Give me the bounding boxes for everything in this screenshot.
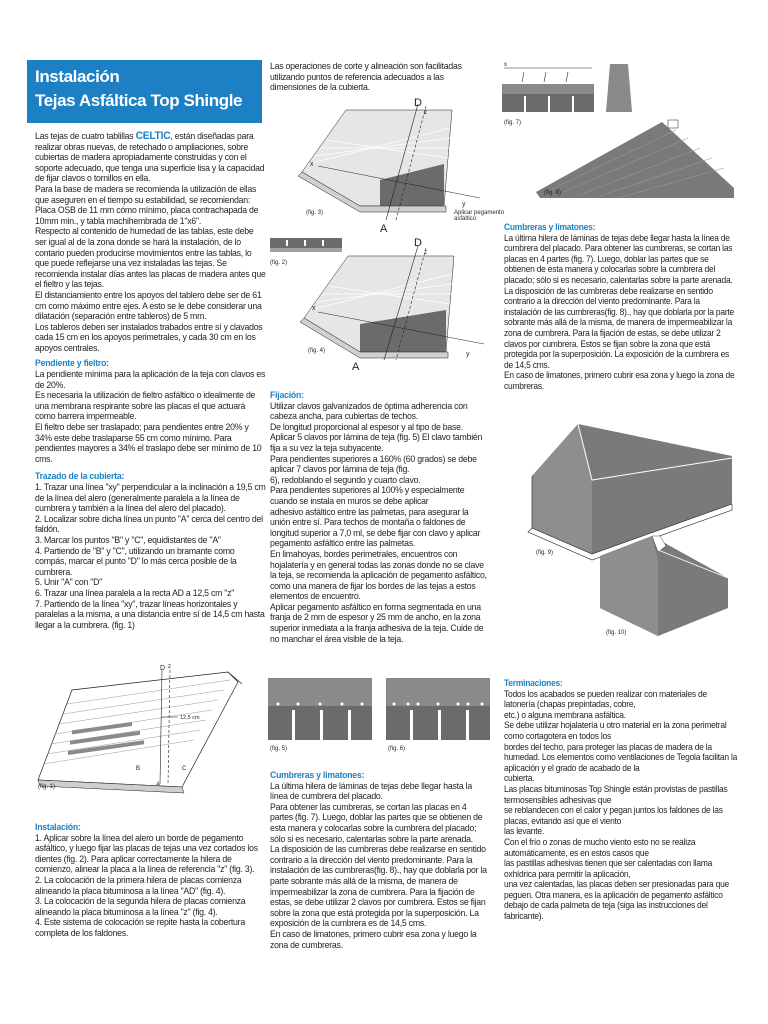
- figure-7-point-x: x: [504, 62, 507, 68]
- figure-3-point-z: z: [424, 110, 427, 116]
- intro-paragraph: Las tejas de cuatro tablillas CELTIC, están diseñadas para realizar obras nuevas, de retechado o ampliaciones, sobre cubiertas de madera apropiadamente construidas y con el soporte adecuado, que tenga una superficie lisa y la capacidad de fijar clavos o tornillos en ella.: [35, 130, 265, 184]
- figure-1-point-B: B: [136, 766, 141, 772]
- figure-4-point-A: A: [352, 361, 360, 373]
- figure-4: [300, 232, 496, 372]
- figure-4-caption: (fig. 4): [308, 348, 326, 354]
- page-subtitle: Tejas Asfáltica Top Shingle: [35, 91, 243, 110]
- section-heading-instalacion: Instalación:: [35, 821, 81, 832]
- paragraph: Es necesaria la utilización de fieltro asfáltico o idealmente de una membrana respirante sobre las placas el que actuará como barrera impermeable.: [35, 389, 256, 422]
- list-item: 5. Unir "A" con "D": [35, 576, 103, 588]
- section-heading-cumbreras: Cumbreras y limatones:: [504, 221, 596, 232]
- paragraph: El distanciamiento entre los apoyos del tablero debe ser de 61 cm como máximo entre ejes. A esto se le debe considerar una dilatación (separación entre tableros) de 5 mm.: [35, 288, 262, 322]
- list-item: 2. La colocación de la primera hilera de placas comienza alineando la placa bituminosa a la línea "AD" (fig. 4).: [35, 873, 242, 896]
- figure-1-caption: (fig. 1): [38, 784, 56, 790]
- figure-4-point-x: x: [312, 305, 316, 312]
- figure-5: [268, 676, 374, 752]
- paragraph: 6), redoblando el segundo y cuarto clavo.: [270, 473, 421, 485]
- list-item: 4. Este sistema de colocación se repite hasta la cobertura completa de los faldones.: [35, 916, 245, 938]
- column-1-text: [35, 131, 266, 630]
- figure-10: [500, 536, 740, 642]
- paragraph: En limahoyas, bordes perimetrales, encuentros con hojalatería y en general todas las zonas donde no se clave la teja, se recomienda la aplicación de pegamento asfáltico, como una manera de fijar los bordes de las tejas a estos elementos de encuentro.: [270, 547, 487, 602]
- figure-1-point-z: z: [168, 664, 171, 670]
- brand-name: CELTIC: [135, 130, 171, 142]
- column-3-cumbreras: [504, 222, 738, 392]
- figure-5-caption: (fig. 5): [270, 746, 288, 752]
- page-title: Instalación: [35, 67, 120, 86]
- section-heading-fijacion: Fijación:: [270, 389, 304, 400]
- paragraph: Para pendientes superiores al 100% y especialmente cuando se instala en muros se debe aplicar: [270, 484, 465, 506]
- figure-3: [268, 94, 505, 235]
- paragraph: adhesivo asfáltico entre las palmetas, para asegurar la unión entre sí. Para techos de montaña o faldones de longitud superior a 7,0 ml, se debe fijar con clavo y aplicar pegamento asfáltico entre las palmetas.: [270, 505, 481, 549]
- list-item: 1. Trazar una línea "xy" perpendicular a la inclinación a 19,5 cm de la línea del alero (generalmente paralela a la línea de cumbrera y también a la línea del alero del placado).: [35, 481, 266, 514]
- paragraph: etc.) o alguna membrana asfáltica.: [504, 708, 626, 720]
- figure-8-caption: (fig. 8): [544, 190, 562, 196]
- paragraph: Con el frío o zonas de mucho viento esto no se realiza automáticamente, es en estos casos que: [504, 835, 696, 858]
- figure-3-caption: (fig. 3): [306, 210, 324, 216]
- list-item: 3. La colocación de la segunda hilera de placas comienza alineando la placa bituminosa a la línea "z" (fig. 4).: [35, 895, 246, 917]
- figure-6: [386, 676, 492, 752]
- paragraph: Las operaciones de corte y alineación son facilitadas utilizando puntos de referencia adecuados a las dimensiones de la cubierta.: [270, 60, 462, 93]
- paragraph: Para pendientes superiores a 160% (60 grados) se debe aplicar 7 clavos por lámina de teja (fig.: [270, 452, 477, 475]
- figure-1-dimension-label: 12,5 cm: [180, 715, 200, 721]
- figure-4-point-y: y: [466, 351, 470, 358]
- paragraph: Las placas bituminosas Top Shingle están provistas de pastillas termosensibles adhesivas que: [504, 782, 728, 805]
- list-item: 4. Partiendo de "B" y "C", utilizando un bramante como compás, marcar el punto "D" lo más cerca posible de la cumbrera.: [35, 544, 237, 577]
- paragraph: bordes del techo, para proteger las placas de madera de la humedad. Los elementos como ventilaciones de Tegola facilitan la aplicación y el grado de acabado de la: [504, 740, 738, 773]
- paragraph: las levante.: [504, 825, 544, 837]
- paragraph: Aplicar 5 clavos por lámina de teja (fig. 5) El clavo también fija a su vez la teja subyacente.: [270, 431, 483, 453]
- figure-2-caption: (fig. 2): [270, 260, 288, 266]
- list-item: 6. Trazar una línea paralela a la recta AD a 12,5 cm "z": [35, 586, 235, 598]
- paragraph: las pastillas adhesivas tienen que ser calentadas con llama oxhídrica para permitir la aplicación,: [504, 857, 713, 879]
- column-2-fijacion: [270, 390, 488, 644]
- paragraph: El fieltro debe ser traslapado; para pendientes entre 20% y 34% este debe traslaparse 55 cm como mínimo. Para pendientes mayores a 34% el traslapo debe ser mínimo de 10 cms.: [35, 421, 262, 464]
- section-heading-terminaciones: Terminaciones:: [504, 677, 563, 688]
- section-heading-trazado: Trazado de la cubierta:: [35, 470, 125, 482]
- section-heading-pendiente: Pendiente y fieltro:: [35, 357, 109, 369]
- figure-3-note-line2: asfáltico: [454, 216, 477, 222]
- column-2-cumbreras: [270, 770, 488, 950]
- figure-3-note-line1: Aplicar pegamento: [454, 210, 505, 216]
- paragraph: Se debe utilizar hojalatería u otro material en la zona perimetral como cortagotera en todos los: [504, 719, 727, 741]
- figure-3-point-y: y: [462, 201, 466, 208]
- paragraph: La disposición de las cumbreras debe realizarse en sentido contrario a la dirección del viento predominante. Para la instalación de las cumbreras(fig. 8)., hay que doblarla por la parte sobrante más allá de la misma, de manera de impermeabilizar la zona de cumbrera. Para la fijación de estas, se debe utilizar 2 clavos por cumbrera. Estos se fijan sobre la zona que está protegida por la superposición. La exposición de la cumbrera es de 14,5 cms.: [270, 843, 487, 929]
- paragraph: La pendiente mínima para la aplicación de la teja con clavos es de 20%.: [35, 368, 266, 390]
- paragraph: se reblandecen con el calor y pegan juntos los faldones de las placas, evitando así que el viento: [504, 804, 723, 826]
- figure-8: [536, 110, 736, 204]
- figure-1: [32, 662, 262, 797]
- title-banner: [27, 60, 262, 123]
- paragraph: Utilizar clavos galvanizados de óptima adherencia con cabeza ancha, para cubiertas de techos.: [270, 399, 468, 422]
- paragraph: La última hilera de láminas de tejas debe llegar hasta la línea de cumbrera del placado. Para obtener las cumbreras, se cortan las placas en 4 partes (fig. 7). Luego, doblar las partes que se obtienen de esta manera y colocarlas sobre la cumbrera del placado; sólo si es necesario, calentarlas sobre la parte arenada.: [504, 231, 733, 285]
- paragraph: En caso de limatones, primero cubrir esa zona y luego la zona de cumbreras.: [270, 927, 477, 950]
- paragraph: Respecto al contenido de humedad de las tablas, este debe ser igual al de la zona donde se hará la instalación, de lo contario pueden producirse movimientos entre las tablas, lo que puede reflejarse una vez instaladas las tejas. Se recomienda instalar días antes las placas de madera antes que el fieltro y las tejas.: [35, 225, 266, 290]
- figure-3-point-D: D: [414, 97, 422, 109]
- paragraph: De longitud proporcional al espesor y al tipo de base.: [270, 420, 463, 432]
- column-2-top-text: [270, 61, 484, 93]
- figure-1-point-C: C: [182, 766, 187, 772]
- figure-7-caption: (fig. 7): [504, 120, 522, 126]
- figure-10-caption: (fig. 10): [606, 630, 627, 636]
- paragraph: Para la base de madera se recomienda la utilización de ellas que aseguren en el tiempo su estabilidad, se recomiendan: Placa OSB de 11 mm cómo mínimo, placa contrachapada de 10mm min., y tabla machihembrada de 1"x6".: [35, 182, 259, 226]
- figure-6-caption: (fig. 6): [388, 746, 406, 752]
- paragraph: La disposición de las cumbreras debe realizarse en sentido contrario a la dirección del viento predominante. Para la instalación de las cumbreras(fig. 8)., hay que doblarla por la parte sobrante más allá de la misma, de manera de impermeabilizar la zona de cumbrera. Para la fijación de estas, se debe utilizar 2 clavos por cumbrera. Estos se fijan sobre la zona que está protegida por la superposición. La exposición de la cumbrera es de 14,5 cms.: [504, 284, 734, 370]
- figure-3-point-A: A: [380, 223, 388, 235]
- list-item: 1. Aplicar sobre la línea del alero un borde de pegamento asfáltico, y luego fijar las placas de tejas una vez cortados los dientes (fig. 2). Para aplicar correctamente la hilera de comienzo, alinear la placa a la línea de referencia "z" (fig. 3).: [35, 831, 258, 875]
- list-item: 2. Localizar sobre dicha línea un punto "A" cerca del centro del faldón.: [35, 512, 263, 535]
- figure-4-point-D: D: [414, 237, 422, 249]
- figure-4-point-z: z: [424, 250, 427, 256]
- column-1-installation: [35, 822, 266, 939]
- section-heading-cumbreras: Cumbreras y limatones:: [270, 769, 365, 780]
- column-3-terminaciones: [504, 678, 738, 922]
- figure-1-point-D: D: [160, 665, 166, 672]
- paragraph: una vez calentadas, las placas deben ser presionadas para que peguen. Otra manera, es la aplicación de pegamento asfáltico debajo de cada palmeta de teja (siga las instrucciones del fabricante).: [504, 878, 730, 922]
- paragraph: cubierta.: [504, 772, 535, 784]
- figure-1-point-A: A: [156, 782, 161, 788]
- list-item: 3. Marcar los puntos "B" y "C", equidistantes de "A": [35, 533, 221, 545]
- list-item: 7. Partiendo de la línea "xy", trazar líneas horizontales y paralelas a la misma, a una distancia entre sí de 14,5 cm hasta llegar a la cumbrera. (fig. 1): [35, 597, 265, 630]
- paragraph: Para obtener las cumbreras, se cortan las placas en 4 partes (fig. 7). Luego, doblar las partes que se obtienen de esta manera y colocarlas sobre la cumbrera del placado; sólo si es necesario, calentarlas sobre la parte arenada.: [270, 800, 483, 844]
- paragraph: La última hilera de láminas de tejas debe llegar hasta la línea de cumbrera del placado.: [270, 779, 472, 802]
- paragraph: Todos los acabados se pueden realizar con materiales de latonería (chapas prepintadas, cobre,: [504, 687, 707, 710]
- paragraph: En caso de limatones, primero cubrir esa zona y luego la zona de cumbreras.: [504, 369, 735, 391]
- paragraph: Los tableros deben ser instalados trabados entre sí y clavados cada 15 cm en los apoyos perimetrales, y cada 30 cm en los apoyos centrales.: [35, 320, 263, 353]
- figure-9-caption: (fig. 9): [536, 550, 554, 556]
- paragraph: Aplicar pegamento asfáltico en forma segmentada en una franja de 2 mm de espesor y 25 mm de ancho, en la zona superior inmediata a la franja adhesiva de la teja. Cuide de no manchar el área visible de la teja.: [270, 600, 484, 644]
- figure-3-point-x: x: [310, 161, 314, 168]
